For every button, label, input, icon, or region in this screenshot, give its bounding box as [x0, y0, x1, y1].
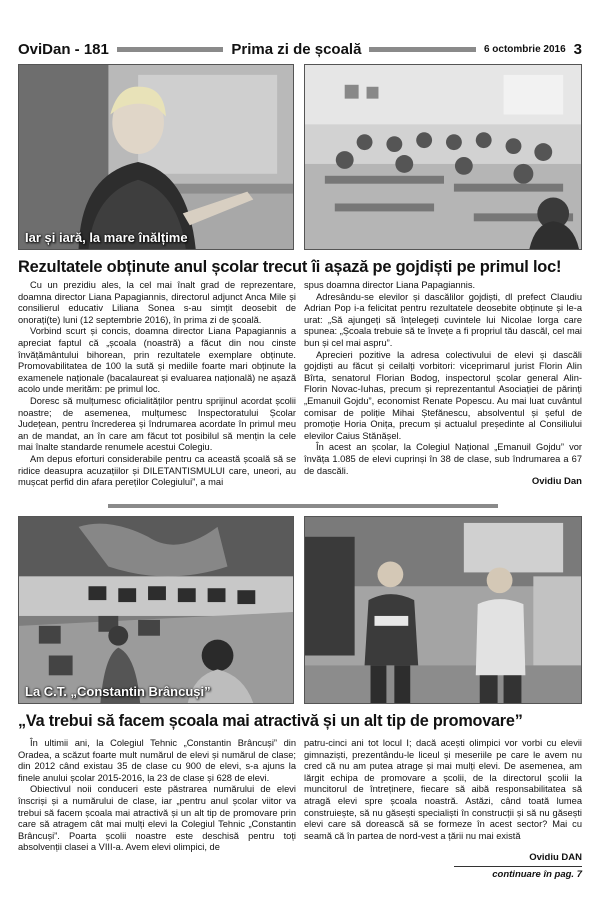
article-headline: Rezultatele obținute anul școlar trecut îi așază pe gojdiști pe primul loc!	[18, 258, 562, 276]
paragraph: Cu un prezidiu ales, la cel mai înalt grad de reprezentare, doamna director Liana Papagiannis, directorul adjunct Anca Mile și consilierul educativ Liliana Sonea s-au simțit deosebit de onorați(te) luni (12 septembrie 2016), în prima zi de școală.	[18, 280, 296, 325]
paragraph: Vorbind scurt și concis, doamna director Liana Papagiannis a apreciat faptul că „școala (noastră) a făcut din nou cinste învățământului bihorean, prin rezultatele exemplare obținute. Promovabilitatea de 100 la sută și mediile foarte mari obținute la examenele naționale (bacalaureat și evaluarea națională) ne așază acolo unde merităm: pe primul loc.	[18, 326, 296, 395]
photo-director-speaking	[18, 64, 294, 250]
section-divider	[108, 504, 498, 508]
photo-computer-lab	[18, 516, 294, 704]
continuation-note: continuare în pag. 7	[454, 866, 582, 880]
paragraph: În ultimii ani, la Colegiul Tehnic „Constantin Brâncuși” din Oradea, a scăzut foarte mult numărul de elevi și numărul de clase; din 2012 când existau 35 de clase cu 900 de elevi, s-a ajuns la finele anului școlar 2015-2016, la 23 de clase și 628 de elevi.	[18, 738, 296, 783]
paragraph: Obiectivul noii conduceri este păstrarea numărului de elevi înscriși și a numărului de clase, iar „pentru anul școlar viitor va trebui să facem școala mai atractivă și un alt tip de promovare prin care să atragem cât mai mulți elevi la Colegiul Tehnic „Constantin Brâncuși”. Poarta școlii noastre este deschisă pentru toți absolvenții clasei a VIII-a. Avem elevi olimpici, de	[18, 784, 296, 853]
paragraph: Doresc să mulțumesc oficialităților pentru sprijinul acordat școlii noastre; de asemenea, mulțumesc Inspectoratului Școlar Județean, pentru încrederea și îndrumarea acordate în primul meu an de mandat, an în care am făcut tot posibilul să mențin la cele mai înalte standarde renumele acestui Colegiu.	[18, 395, 296, 453]
article-column-right	[304, 280, 582, 477]
photo-classroom	[304, 64, 582, 250]
paragraph: În acest an școlar, la Colegiul Național „Emanuil Gojdu” vor învăța 1.085 de elevi cuprinși în 38 de clase, sub îndrumarea a 67 de dascăli.	[304, 442, 582, 476]
publication-name: OviDan - 181	[18, 40, 109, 58]
paragraph: patru-cinci ani tot locul I; dacă acești olimpici vor vorbi cu elevii gimnaziști, prezentându-le liceul și meseriile pe care le avem nu cred că nu am putea atrage și mai mulți elevi. De asemenea, am lărgit echipa de promovare a școlii, de la directorul școlii la muncitorul de întreținere, fiecare să aibă responsabilitatea să atragă elevi spre școala noastră. Astăzi, când toată lumea construiește, să nu găsești specialiști în construcții și să nu găsești elevi care să dorească să se formeze în acest sector? Mai cu seamă că în partea de nord-vest a țării nu mai există	[304, 738, 582, 841]
photo-two-teachers	[304, 516, 582, 704]
masthead-rule	[117, 47, 224, 52]
page-number: 3	[573, 40, 583, 58]
author-signature-second: Ovidiu DAN	[529, 852, 582, 863]
paragraph: spus doamna director Liana Papagiannis.	[304, 280, 476, 290]
article-column-left	[18, 280, 296, 489]
article2-column-left	[18, 738, 296, 854]
photo-caption: La C.T. „Constantin Brâncuși”	[25, 684, 211, 699]
paragraph: Aprecieri pozitive la adresa colectivului de elevi și dascăli gojdiști au făcut și ceilalți vorbitori: viceprimarul jurist Florin Alin Bîrta, senatorul Florian Bodog, inspectorul școlar general Alin-Florin Novac-Iuhas, precum și reprezentantul Asociației de părinți „Emanuil Gojdu”, economist Renate Popescu. Au mai luat cuvântul comisar de poliție Mihai Ștefănescu, absolventul și șeful de promoție Horia Onița, precum și actualul președinte al Consiliului elevilor Caius Stănășel.	[304, 349, 582, 441]
paragraph: Adresându-se elevilor și dascălilor gojdiști, dl prefect Claudiu Adrian Pop i-a felicitat pentru rezultatele deosebite obținute și le-a urat: „Să ajungeți să înțelegeți cuvintele lui Nicolae Iorga care spunea: „Școala trebuie să te învețe a fi propriul tău dascăl, cel mai bun și cel mai aspru”.	[304, 291, 582, 348]
section-title: Prima zi de școală	[231, 40, 362, 58]
masthead	[18, 38, 582, 60]
author-signature: Ovidiu Dan	[531, 476, 582, 487]
issue-date: 6 octombrie 2016	[483, 43, 566, 55]
masthead-rule-right	[369, 47, 476, 52]
article-headline-second: „Va trebui să facem școala mai atractivă și un alt tip de promovare”	[18, 712, 523, 730]
paragraph: Am depus eforturi considerabile pentru ca această școală să se ridice deasupra acuzațiilor și DILETANTISMULUI care, uneori, au mușcat perfid din afara pereților Colegiului”, a mai	[18, 453, 296, 488]
article2-column-right	[304, 738, 582, 842]
photo-caption: Iar și iară, la mare înălțime	[25, 230, 188, 245]
